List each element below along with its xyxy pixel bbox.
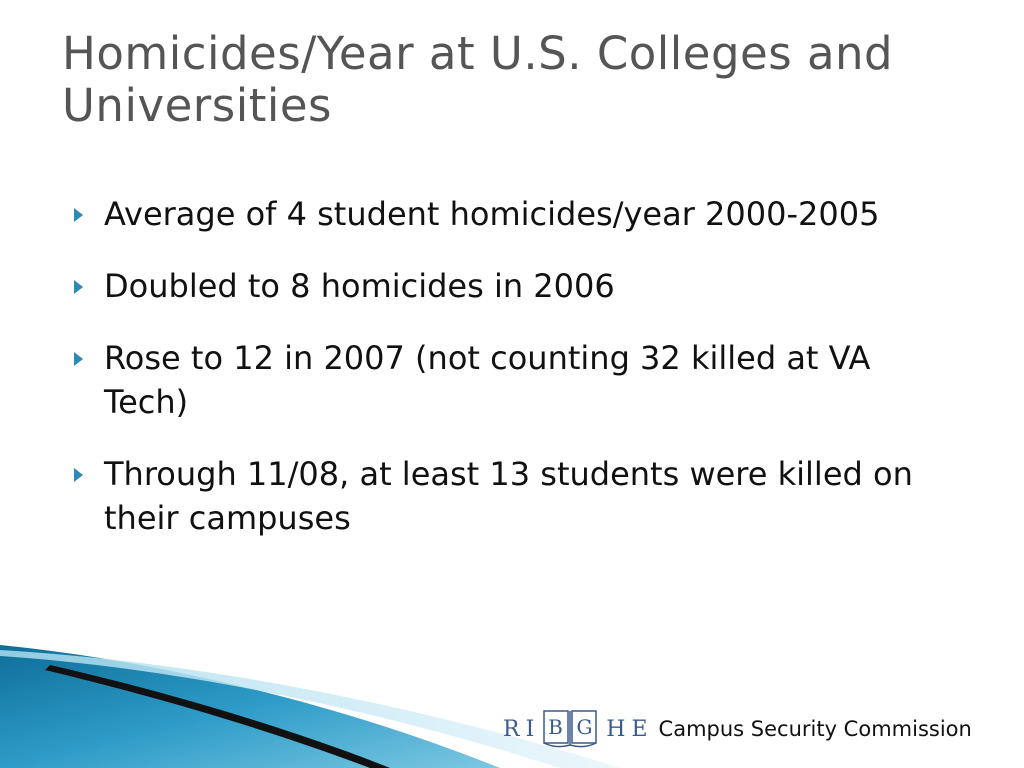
- triangle-right-icon: [74, 468, 83, 482]
- bullet-list: [74, 192, 954, 568]
- bullet-item: [74, 192, 954, 236]
- bullet-item: [74, 336, 954, 424]
- open-book-icon: [541, 707, 599, 751]
- bullet-item: [74, 264, 954, 308]
- bullet-item: [74, 452, 954, 540]
- ribghe-logo: [500, 707, 651, 751]
- logo-letter: I: [525, 716, 535, 742]
- bullet-text: Rose to 12 in 2007 (not counting 32 killed at VA Tech): [104, 339, 871, 421]
- triangle-right-icon: [74, 280, 83, 294]
- logo-letter: G: [576, 715, 593, 739]
- footer-commission-text: Campus Security Commission: [658, 717, 972, 741]
- logo-letter: R: [503, 716, 520, 742]
- bullet-text: Doubled to 8 homicides in 2006: [104, 267, 615, 305]
- triangle-right-icon: [74, 208, 83, 222]
- footer: [500, 707, 972, 751]
- bullet-text: Through 11/08, at least 13 students were killed on their campuses: [104, 455, 913, 537]
- logo-letter: H: [606, 716, 626, 742]
- logo-letter: E: [631, 716, 648, 742]
- bullet-text: Average of 4 student homicides/year 2000-2005: [104, 195, 880, 233]
- slide-title: Homicides/Year at U.S. Colleges and Universities: [62, 27, 894, 132]
- triangle-right-icon: [74, 352, 83, 366]
- logo-letter: B: [548, 715, 563, 739]
